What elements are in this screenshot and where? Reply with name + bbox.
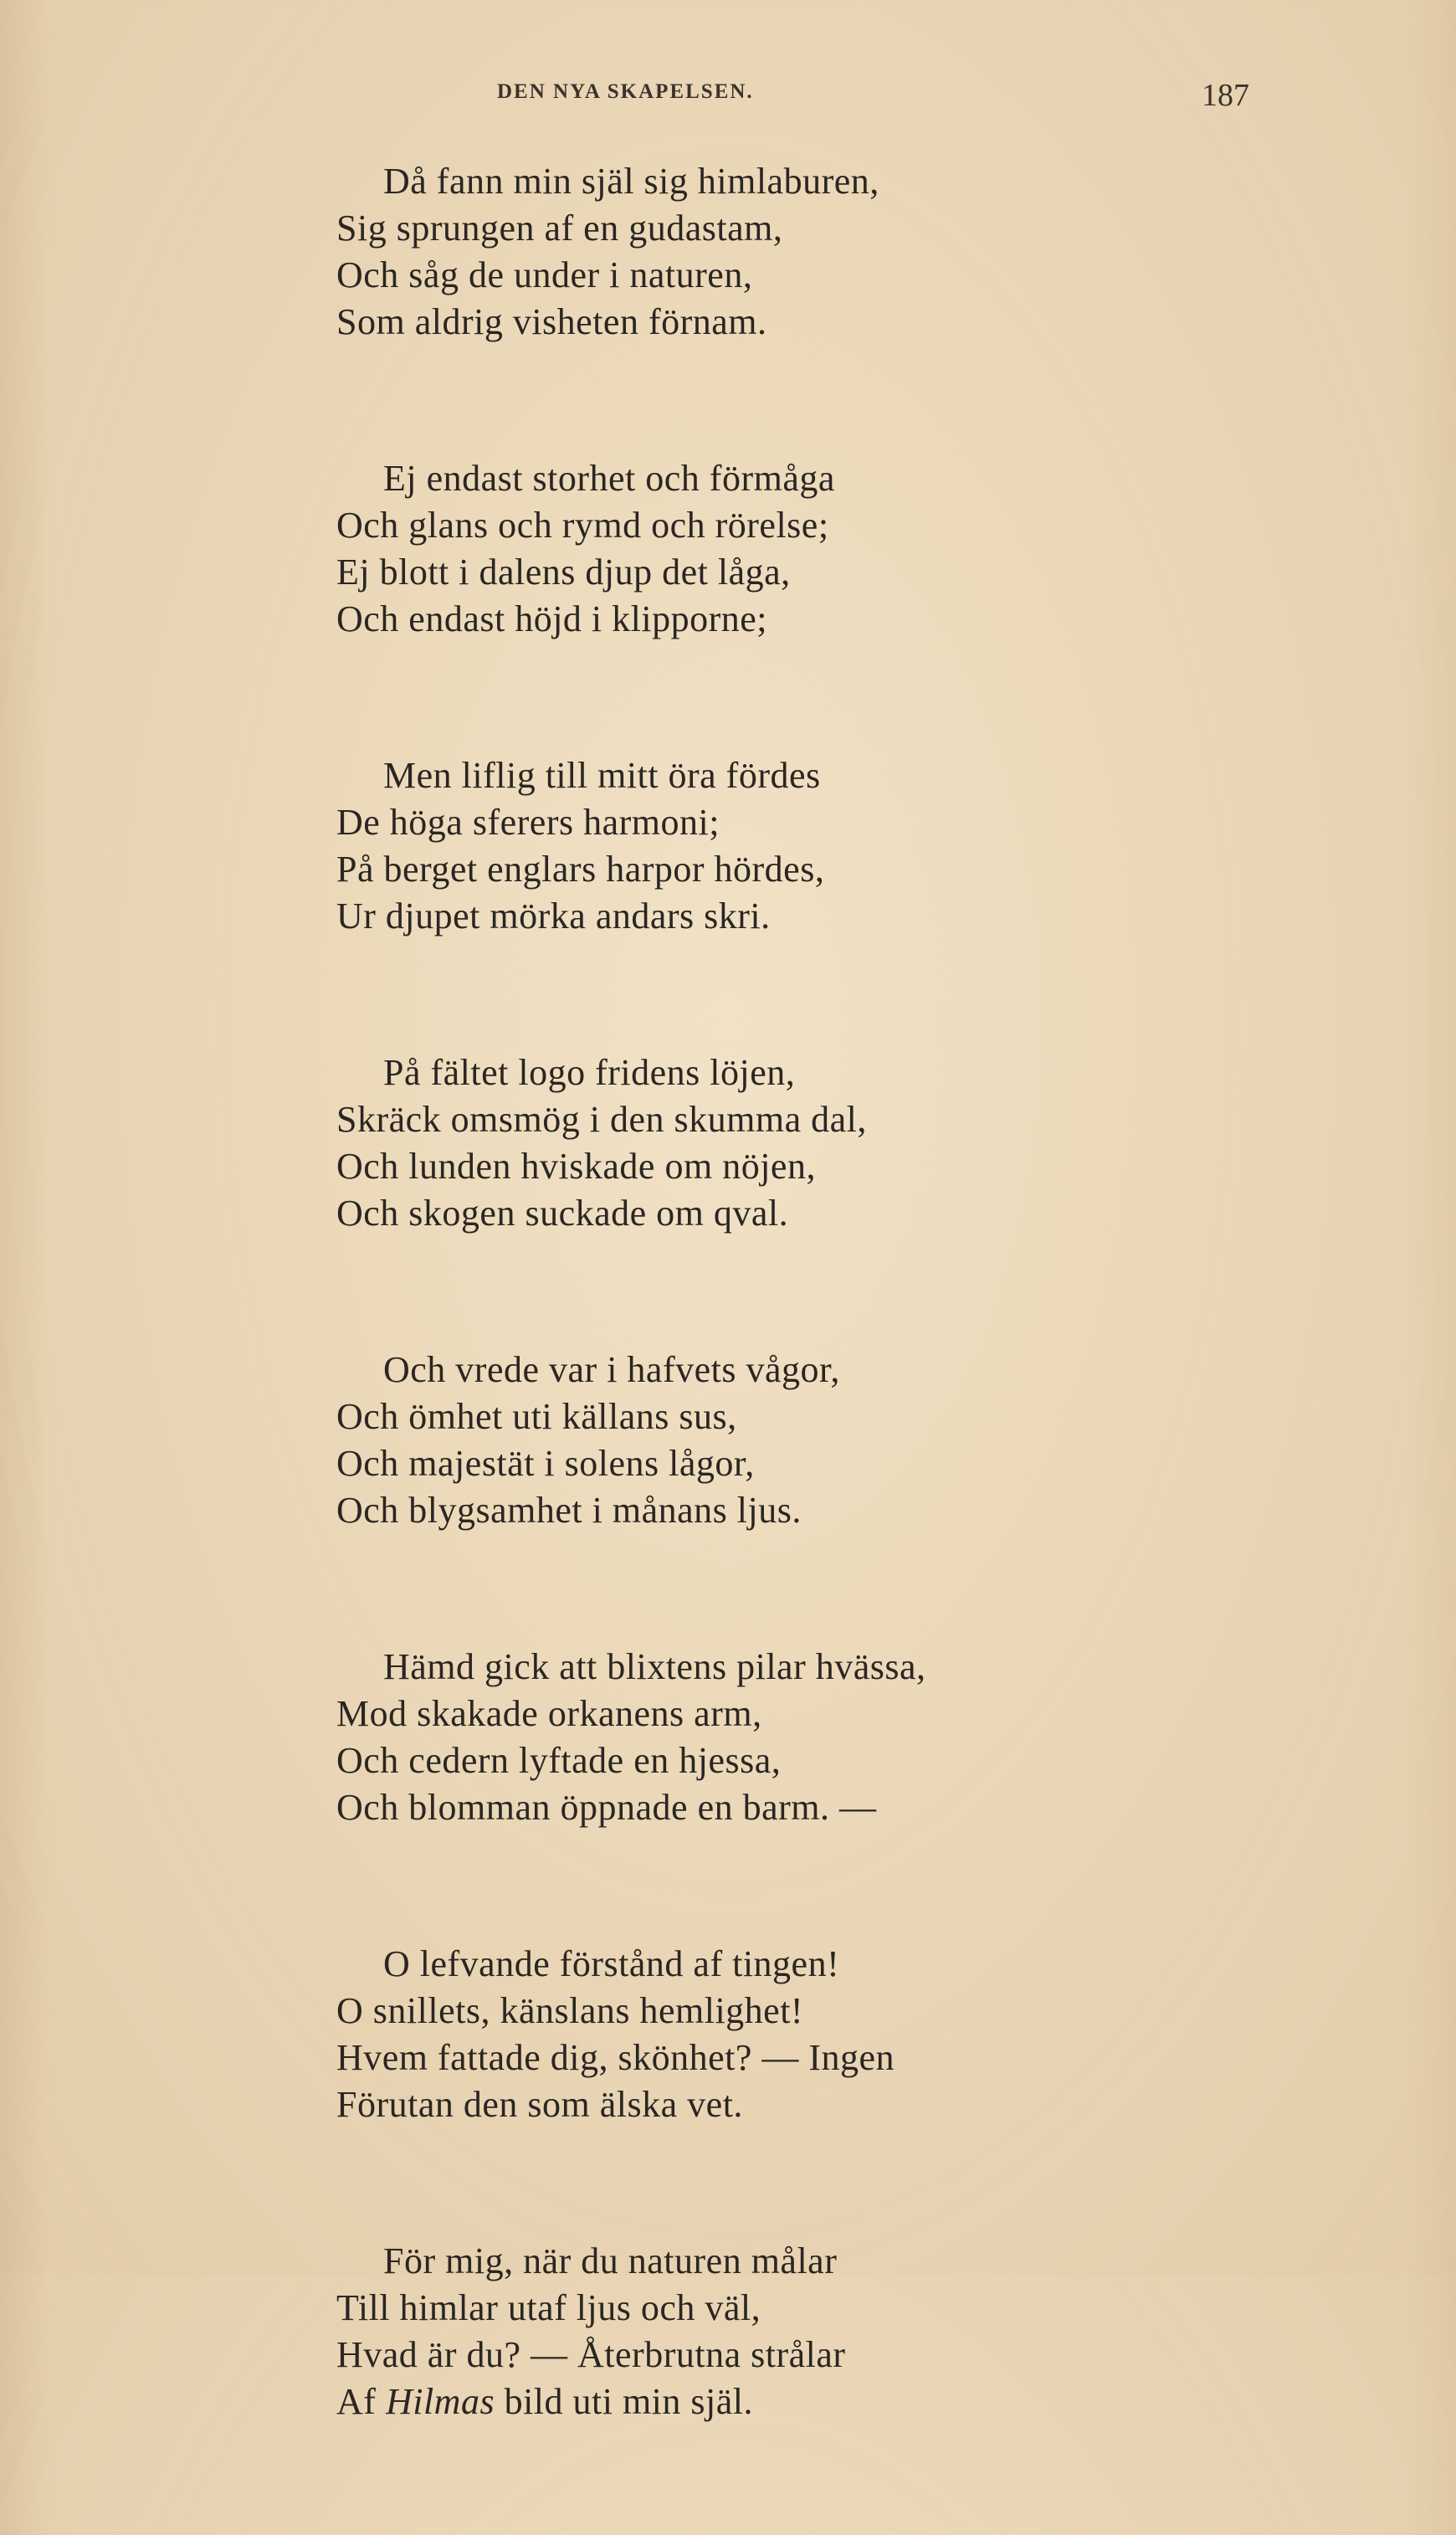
verse-text: Af <box>336 2381 386 2422</box>
verse-line: För mig, när du naturen målar <box>383 2240 838 2281</box>
stanza-8 <box>336 2238 1391 2425</box>
verse-line: Sig sprungen af en gudastam, <box>336 208 783 249</box>
verse-line: Och vrede var i hafvets vågor, <box>383 1349 840 1390</box>
verse-line: O snillets, känslans hemlighet! <box>336 1990 804 2031</box>
verse-line: Och ömhet uti källans sus, <box>336 1396 737 1437</box>
verse-line: Förutan den som älska vet. <box>336 2084 743 2125</box>
stanza-5 <box>336 1347 1391 1534</box>
verse-line: Och cedern lyftade en hjessa, <box>336 1740 782 1781</box>
italic-name: Hilmas <box>385 2381 495 2422</box>
verse-line: Och blygsamhet i månans ljus. <box>336 1490 802 1531</box>
verse-line: O lefvande förstånd af tingen! <box>383 1943 840 1984</box>
verse-line: Och lunden hviskade om nöjen, <box>336 1146 816 1187</box>
verse-line: Då fann min själ sig himlaburen, <box>383 161 879 202</box>
stanza-2 <box>336 455 1391 643</box>
verse-line: Och blomman öppnade en barm. — <box>336 1787 877 1828</box>
verse-line: Ej blott i dalens djup det låga, <box>336 552 791 593</box>
verse-text: bild uti min själ. <box>495 2381 754 2422</box>
stanza-3 <box>336 752 1391 940</box>
verse-line: Ej endast storhet och förmåga <box>383 458 835 499</box>
stanza-1 <box>336 158 1391 346</box>
verse-line: Ur djupet mörka andars skri. <box>336 895 771 937</box>
verse-line: Skräck omsmög i den skumma dal, <box>336 1099 867 1140</box>
verse-line: Hvad är du? — Återbrutna strålar <box>336 2334 846 2375</box>
running-title: DEN NYA SKAPELSEN. <box>497 80 754 103</box>
verse-line: Och glans och rymd och rörelse; <box>336 505 829 546</box>
verse-line: Men liflig till mitt öra fördes <box>383 755 821 796</box>
verse-line: Hämd gick att blixtens pilar hvässa, <box>383 1646 926 1687</box>
stanza-6 <box>336 1644 1391 1831</box>
verse-line: De höga sferers harmoni; <box>336 802 720 843</box>
verse-line: På berget englars harpor hördes, <box>336 849 825 890</box>
poem <box>336 158 1391 2535</box>
verse-line: Till himlar utaf ljus och väl, <box>336 2287 761 2328</box>
verse-line: Och endast höjd i klipporne; <box>336 598 768 639</box>
stanza-7 <box>336 1941 1391 2128</box>
running-head <box>0 80 1456 114</box>
verse-line: På fältet logo fridens löjen, <box>383 1052 796 1093</box>
verse-line: Som aldrig visheten förnam. <box>336 301 767 342</box>
verse-line: Och skogen suckade om qval. <box>336 1193 789 1234</box>
verse-line: Mod skakade orkanens arm, <box>336 1693 762 1734</box>
page-number: 187 <box>1202 78 1249 113</box>
verse-line-last <box>336 2378 1391 2425</box>
verse-line: Och såg de under i naturen, <box>336 254 753 295</box>
stanza-4 <box>336 1049 1391 1237</box>
verse-line: Och majestät i solens lågor, <box>336 1443 755 1484</box>
verse-line: Hvem fattade dig, skönhet? — Ingen <box>336 2037 895 2078</box>
